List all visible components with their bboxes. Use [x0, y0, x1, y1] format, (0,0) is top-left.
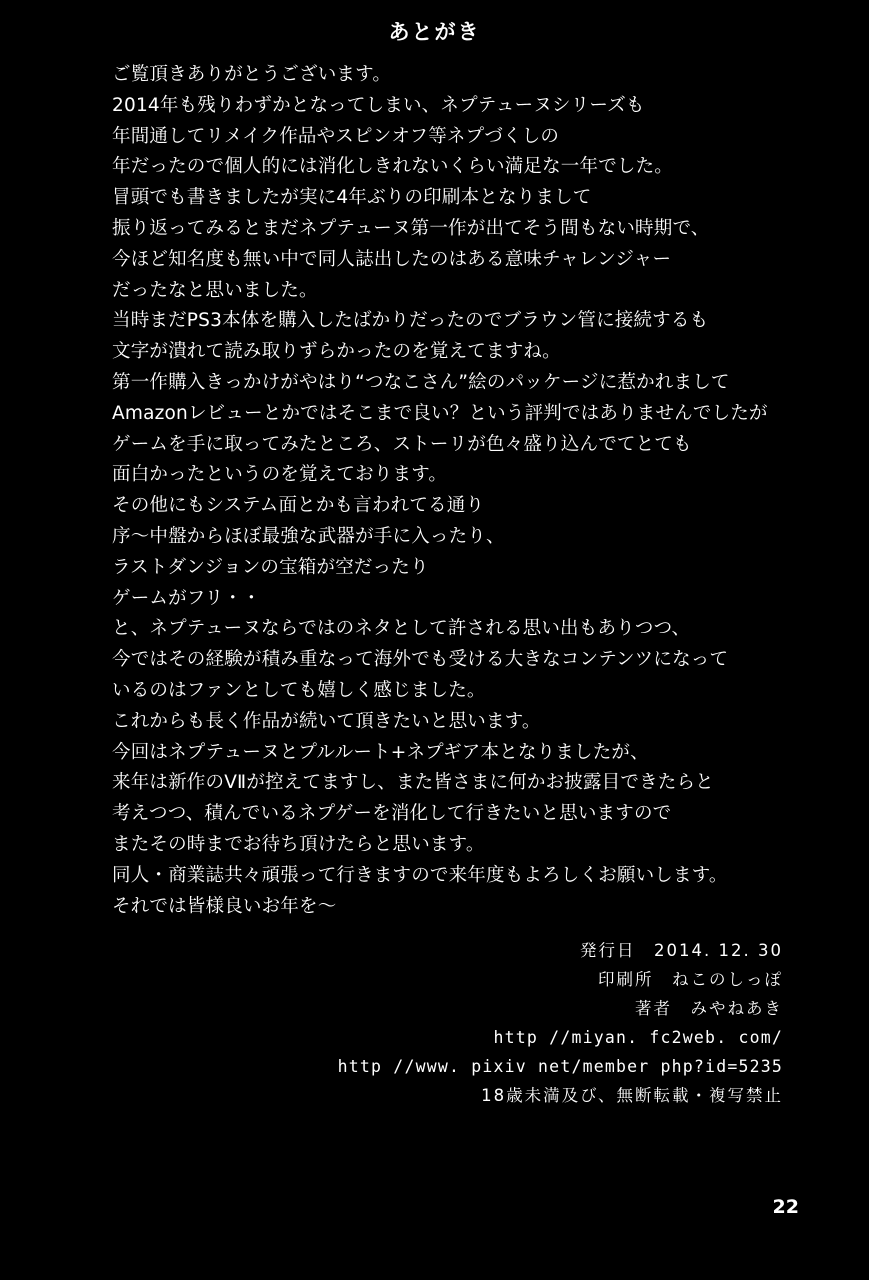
body-line: 2014年も残りわずかとなってしまい、ネプテューヌシリーズも [112, 94, 645, 116]
body-line: 当時まだPS3本体を購入したばかりだったのでブラウン管に接続するも [112, 310, 709, 332]
body-line: 今回はネプテューヌとプルルート+ネプギア本となりましたが、 [112, 741, 649, 763]
body-line: 年だったので個人的には消化しきれないくらい満足な一年でした。 [112, 156, 674, 178]
page-title: あとがき [388, 20, 481, 44]
body-line: だったなと思いました。 [112, 279, 318, 301]
body-line: 来年は新作のVⅡが控えてますし、また皆さまに何かお披露目できたらと [112, 772, 714, 794]
body-line: 今ではその経験が積み重なって海外でも受ける大きなコンテンツになって [112, 649, 729, 671]
body-line: 今ほど知名度も無い中で同人誌出したのはある意味チャレンジャー [112, 248, 672, 270]
author-name: 著者 みやねあき [635, 999, 783, 1019]
printer-name: 印刷所 ねこのしっぽ [598, 970, 783, 990]
body-line: 第一作購入きっかけがやはり“つなこさん”絵のパッケージに惹かれまして [112, 371, 730, 393]
body-line: Amazonレビューとかではそこまで良い？という評判ではありませんでしたが [112, 402, 768, 424]
age-restriction-notice: 18歳未満及び、無断転載・複写禁止 [481, 1086, 783, 1106]
body-line: これからも長く作品が続いて頂きたいと思います。 [112, 710, 541, 732]
body-line: 考えつつ、積んでいるネプゲーを消化して行きたいと思いますので [112, 803, 672, 825]
pixiv-url: http //www. pixiv net/member php?id=5235 [337, 1057, 783, 1077]
body-line: と、ネプテューヌならではのネタとして許される思い出もありつつ、 [112, 618, 691, 640]
body-line: 振り返ってみるとまだネプテューヌ第一作が出てそう間もない時期で、 [112, 217, 710, 239]
publication-date: 発行日 2014. 12. 30 [580, 941, 783, 961]
body-line: 文字が潰れて読み取りずらかったのを覚えてますね。 [112, 341, 561, 363]
page-number: 22 [772, 1196, 799, 1218]
body-line: その他にもシステム面とかも言われてる通り [112, 495, 485, 517]
body-line: 同人・商業誌共々頑張って行きますので来年度もよろしくお願いします。 [112, 864, 728, 886]
website-url: http //miyan. fc2web. com/ [493, 1028, 783, 1048]
body-line: いるのはファンとしても嬉しく感じました。 [112, 679, 486, 701]
body-line: 面白かったというのを覚えております。 [112, 464, 448, 486]
body-line: ラストダンジョンの宝箱が空だったり [112, 556, 429, 578]
body-line: ご覧頂きありがとうございます。 [112, 64, 392, 85]
body-line: ゲームがフリ・・ [112, 587, 261, 609]
body-line: それでは皆様良いお年を〜 [112, 895, 337, 917]
colophon [0, 936, 869, 1110]
afterword-body [0, 60, 869, 922]
body-line: 冒頭でも書きましたが実に4年ぶりの印刷本となりまして [112, 187, 592, 209]
body-line: ゲームを手に取ってみたところ、ストーリが色々盛り込んでてとても [112, 433, 692, 455]
body-line: 年間通してリメイク作品やスピンオフ等ネプづくしの [112, 125, 560, 147]
body-line: 序〜中盤からほぼ最強な武器が手に入ったり、 [112, 525, 505, 547]
body-line: またその時までお待ち頂けたらと思います。 [112, 833, 485, 855]
